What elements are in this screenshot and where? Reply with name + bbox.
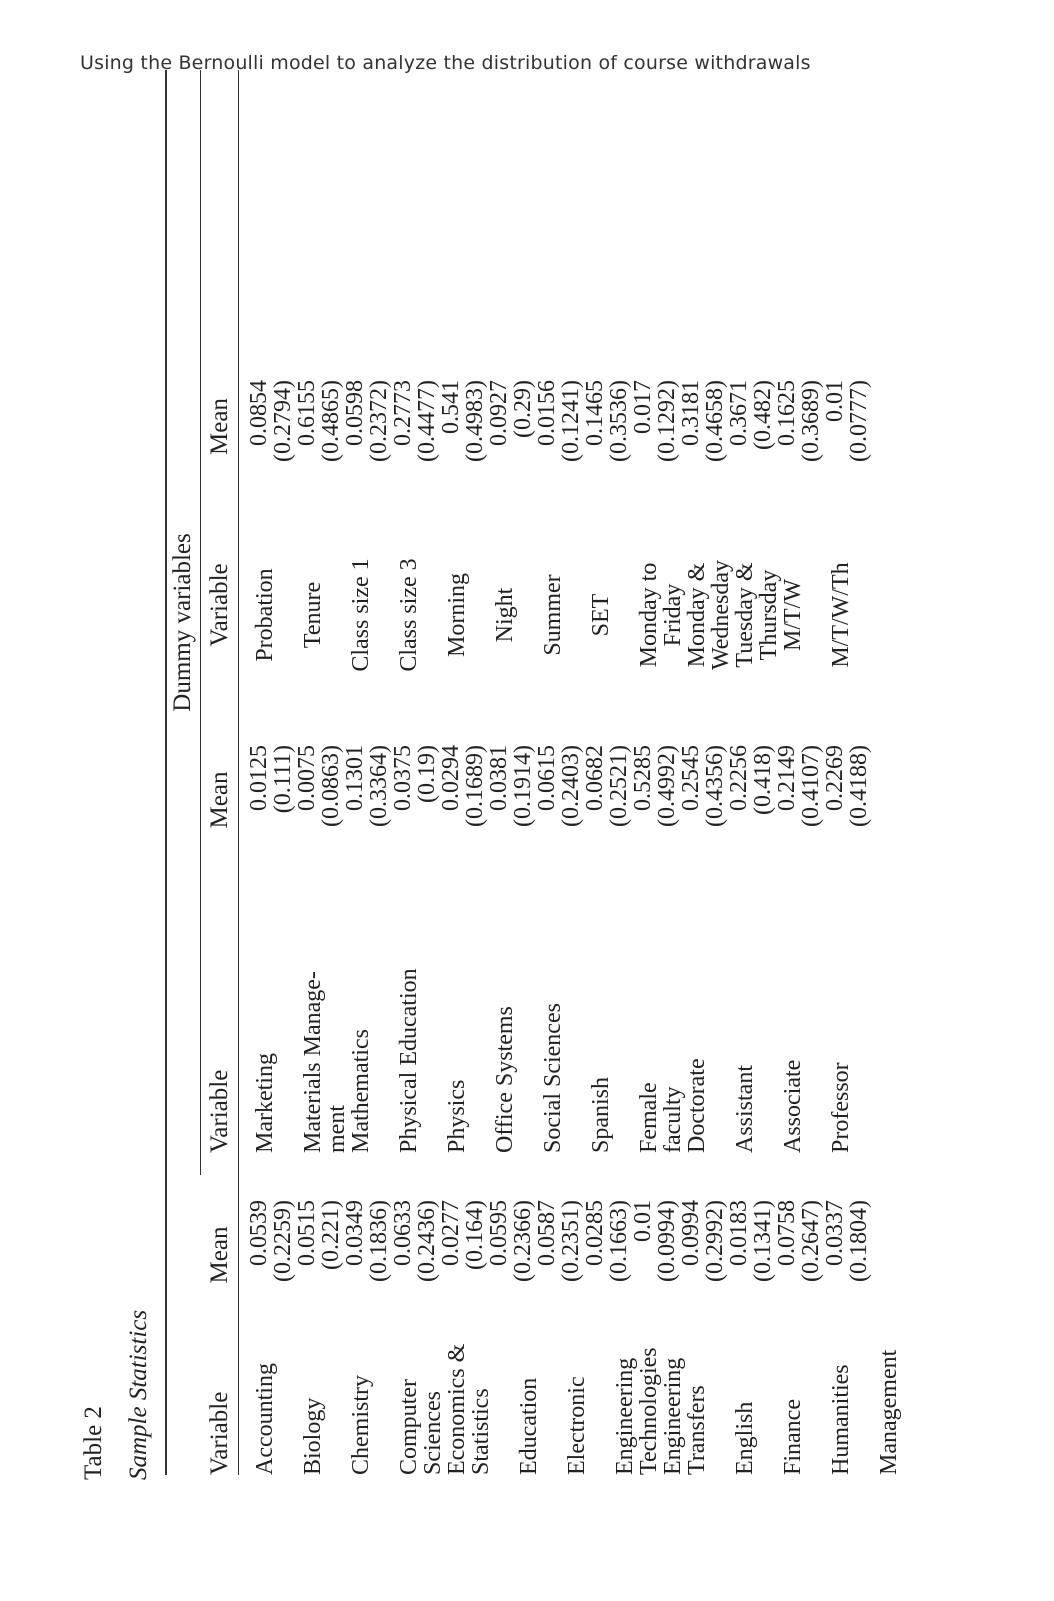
table-cell-variable: Materials Manage- xyxy=(300,971,326,1153)
table-cell-variable: Assistant xyxy=(732,1064,758,1153)
table-cell-mean: 0.0539 xyxy=(246,1200,272,1266)
table-cell-variable xyxy=(565,878,589,1153)
spanner-row xyxy=(167,70,201,1475)
header-variable-1: Variable xyxy=(205,1391,233,1475)
table-cell-mean: (0.1914) xyxy=(510,745,536,827)
table-cell-mean: 0.1301 xyxy=(342,745,368,811)
column-mean-3 xyxy=(247,380,871,500)
table-cell-mean: (0.221) xyxy=(318,1200,344,1270)
table-cell-variable xyxy=(853,878,877,1153)
header-mean-1: Mean xyxy=(205,1226,233,1284)
table-cell-variable xyxy=(565,515,589,715)
table-cell-mean: (0.2521) xyxy=(606,745,632,827)
table-cell-mean: (0.4477) xyxy=(414,380,440,462)
table-cell-mean: 0.0349 xyxy=(342,1200,368,1266)
table-cell-mean: 0.0927 xyxy=(486,380,512,446)
column-mean-2 xyxy=(247,745,871,880)
table-cell-variable: Engineering xyxy=(660,1357,686,1475)
table-cell-variable: Probation xyxy=(252,568,278,662)
table-cell-variable xyxy=(805,878,829,1153)
table-cell-mean: 0.0615 xyxy=(534,745,560,811)
table-cell-mean: 0.0285 xyxy=(582,1200,608,1266)
table-cell-variable: Monday & xyxy=(684,562,710,668)
table-cell-mean: (0.1663) xyxy=(606,1200,632,1282)
table-cell-variable: Biology xyxy=(300,1397,326,1475)
table-cell-mean: 0.1465 xyxy=(582,380,608,446)
table-cell-variable: Management xyxy=(876,1349,902,1475)
table-cell-variable: Social Sciences xyxy=(540,1003,566,1153)
table-cell-variable: Physics xyxy=(444,1079,470,1153)
table-cell-mean: 0.2545 xyxy=(678,745,704,811)
table-cell-variable: Education xyxy=(516,1377,542,1475)
table-cell-mean: 0.0515 xyxy=(294,1200,320,1266)
table-cell-mean: 0.0375 xyxy=(390,745,416,811)
table-cell-variable xyxy=(277,1335,301,1475)
table-cell-mean: (0.1341) xyxy=(750,1200,776,1282)
table-cell-variable: ment xyxy=(324,1105,350,1153)
table-cell-mean: (0.4983) xyxy=(462,380,488,462)
table-cell-variable xyxy=(757,1335,781,1475)
table-cell-variable: Spanish xyxy=(588,1076,614,1153)
header-row xyxy=(201,70,239,1475)
table-cell-variable xyxy=(325,515,349,715)
column-variable-1 xyxy=(253,1335,901,1475)
table-cell-variable: Morning xyxy=(444,573,470,657)
table-cell-variable xyxy=(517,878,541,1153)
table-cell-variable xyxy=(757,878,781,1153)
table-cell-variable xyxy=(277,878,301,1153)
table-cell-variable: Engineering xyxy=(612,1357,638,1475)
table-cell-variable: Technologies xyxy=(636,1347,662,1475)
table-cell-mean: 0.0183 xyxy=(726,1200,752,1266)
table-cell-mean: (0.418) xyxy=(750,745,776,815)
table-cell-variable xyxy=(469,515,493,715)
table-cell-mean: (0.4356) xyxy=(702,745,728,827)
table-cell-variable xyxy=(493,1335,517,1475)
table-cell-variable: Class size 1 xyxy=(348,558,374,672)
table-cell-mean: (0.3536) xyxy=(606,380,632,462)
table-cell-mean: (0.4865) xyxy=(318,380,344,462)
table-cell-variable: M/T/W/Th xyxy=(828,562,854,668)
table-cell-mean: (0.0994) xyxy=(654,1200,680,1282)
running-head: Using the Bernoulli model to analyze the distribution of course withdrawals xyxy=(80,52,811,74)
header-mean-2: Mean xyxy=(205,771,233,829)
table-cell-mean: 0.0075 xyxy=(294,745,320,811)
table-cell-mean: (0.2647) xyxy=(798,1200,824,1282)
table-cell-variable: English xyxy=(732,1401,758,1475)
table-cell-variable: Class size 3 xyxy=(396,558,422,672)
header-mean-3: Mean xyxy=(205,398,233,455)
table-cell-variable xyxy=(709,1335,733,1475)
table-cell-mean: 0.0337 xyxy=(822,1200,848,1266)
table-cell-mean: 0.0994 xyxy=(678,1200,704,1266)
table-cell-mean: 0.0381 xyxy=(486,745,512,811)
table-caption: Sample Statistics xyxy=(125,1309,152,1480)
table-cell-mean: (0.1689) xyxy=(462,745,488,827)
table-cell-mean: (0.111) xyxy=(270,745,296,814)
table-cell-mean: 0.0277 xyxy=(438,1200,464,1266)
table-cell-variable xyxy=(589,1335,613,1475)
table-cell-mean: 0.2269 xyxy=(822,745,848,811)
table-body xyxy=(239,70,1054,1475)
table-cell-mean: (0.164) xyxy=(462,1200,488,1270)
table-cell-variable xyxy=(421,878,445,1153)
table-cell-mean: 0.01 xyxy=(630,1200,656,1242)
table-cell-mean: (0.3689) xyxy=(798,380,824,462)
table-cell-mean: 0.1625 xyxy=(774,380,800,446)
table-cell-variable xyxy=(613,878,637,1153)
table-cell-mean: 0.017 xyxy=(630,380,656,434)
table-cell-mean: (0.1836) xyxy=(366,1200,392,1282)
spanner-label: Dummy variables xyxy=(169,533,196,712)
statistics-table xyxy=(165,70,1054,1475)
table-cell-mean: 0.0125 xyxy=(246,745,272,811)
table-cell-variable: Physical Education xyxy=(396,968,422,1153)
table-cell-mean: (0.1241) xyxy=(558,380,584,462)
table-cell-mean: (0.2366) xyxy=(510,1200,536,1282)
table-cell-mean: (0.2351) xyxy=(558,1200,584,1282)
table-cell-mean: (0.0863) xyxy=(318,745,344,827)
table-cell-mean: (0.2794) xyxy=(270,380,296,462)
table-cell-mean: (0.4992) xyxy=(654,745,680,827)
table-cell-variable: Doctorate xyxy=(684,1058,710,1153)
header-variable-3: Variable xyxy=(205,563,233,647)
table-cell-mean: (0.2403) xyxy=(558,745,584,827)
table-cell-variable xyxy=(373,1335,397,1475)
table-cell-variable: Friday xyxy=(660,583,686,647)
table-cell-mean: 0.541 xyxy=(438,380,464,434)
table-cell-variable: Summer xyxy=(540,574,566,656)
table-cell-mean: (0.4188) xyxy=(846,745,872,827)
table-cell-variable: Thursday xyxy=(756,569,782,661)
table-cell-mean: 0.6155 xyxy=(294,380,320,446)
table-cell-mean: 0.0682 xyxy=(582,745,608,811)
table-cell-mean: 0.0595 xyxy=(486,1200,512,1266)
table-cell-variable: Accounting xyxy=(252,1363,278,1475)
table-cell-mean: (0.2259) xyxy=(270,1200,296,1282)
table-cell-variable: Wednesday xyxy=(708,559,734,671)
table-cell-mean: (0.19) xyxy=(414,745,440,803)
table-cell-mean: (0.4658) xyxy=(702,380,728,462)
table-cell-variable: Female xyxy=(636,1082,662,1153)
table-cell-mean: 0.0854 xyxy=(246,380,272,446)
table-cell-variable xyxy=(469,878,493,1153)
table-cell-mean: (0.2992) xyxy=(702,1200,728,1282)
table-cell-mean: 0.2149 xyxy=(774,745,800,811)
table-cell-variable: Professor xyxy=(828,1062,854,1153)
table-cell-variable: Statistics xyxy=(468,1388,494,1475)
table-cell-variable xyxy=(709,878,733,1153)
table-cell-variable: Economics & xyxy=(444,1343,470,1475)
table-cell-mean: 0.3181 xyxy=(678,380,704,446)
table-cell-mean: 0.0156 xyxy=(534,380,560,446)
table-cell-mean: 0.0587 xyxy=(534,1200,560,1266)
table-cell-variable xyxy=(421,515,445,715)
table-cell-mean: 0.0633 xyxy=(390,1200,416,1266)
table-cell-mean: 0.3671 xyxy=(726,380,752,446)
table-cell-variable: Sciences xyxy=(420,1391,446,1475)
column-variable-3 xyxy=(253,515,877,715)
table-cell-variable: Transfers xyxy=(684,1385,710,1475)
table-cell-variable: Mathematics xyxy=(348,1029,374,1153)
table-cell-variable xyxy=(373,878,397,1153)
table-cell-variable: Tenure xyxy=(300,581,326,649)
table-cell-variable: Chemistry xyxy=(348,1375,374,1475)
table-cell-variable: Finance xyxy=(780,1399,806,1475)
table-cell-variable: M/T/W xyxy=(780,579,806,651)
column-mean-1 xyxy=(247,1200,871,1335)
table-cell-variable xyxy=(541,1335,565,1475)
table-cell-variable xyxy=(325,1335,349,1475)
table-cell-variable: Humanities xyxy=(828,1364,854,1475)
table-cell-variable: Marketing xyxy=(252,1053,278,1153)
table-cell-variable: Office Systems xyxy=(492,1006,518,1153)
table-cell-variable xyxy=(373,515,397,715)
table-cell-mean: (0.0777) xyxy=(846,380,872,462)
table-cell-variable xyxy=(805,1335,829,1475)
table-cell-variable: Computer xyxy=(396,1379,422,1475)
table-cell-mean: 0.0294 xyxy=(438,745,464,811)
table-cell-mean: (0.2436) xyxy=(414,1200,440,1282)
table-cell-variable xyxy=(517,515,541,715)
table-cell-variable: Electronic xyxy=(564,1376,590,1475)
table-cell-mean: 0.5285 xyxy=(630,745,656,811)
table-cell-variable xyxy=(805,515,829,715)
spanner-rule xyxy=(200,70,201,1175)
header-variable-2: Variable xyxy=(205,1069,233,1153)
table-cell-mean: 0.2773 xyxy=(390,380,416,446)
table-cell-mean: 0.2256 xyxy=(726,745,752,811)
table-cell-variable: Monday to xyxy=(636,562,662,668)
table-cell-mean: 0.0758 xyxy=(774,1200,800,1266)
table-cell-variable: SET xyxy=(588,593,614,637)
table-cell-variable xyxy=(277,515,301,715)
table-cell-variable: Night xyxy=(492,587,518,643)
table-cell-mean: 0.0598 xyxy=(342,380,368,446)
table-cell-mean: (0.482) xyxy=(750,380,776,450)
table-cell-variable: Tuesday & xyxy=(732,562,758,668)
column-variable-2 xyxy=(253,878,877,1153)
table-cell-mean: 0.01 xyxy=(822,380,848,422)
table-cell-mean: (0.2372) xyxy=(366,380,392,462)
table-cell-mean: (0.29) xyxy=(510,380,536,438)
table-cell-mean: (0.1804) xyxy=(846,1200,872,1282)
table-label: Table 2 xyxy=(80,1406,107,1480)
table-cell-variable xyxy=(853,515,877,715)
table-cell-variable xyxy=(613,515,637,715)
table-cell-mean: (0.4107) xyxy=(798,745,824,827)
table-cell-mean: (0.3364) xyxy=(366,745,392,827)
table-cell-variable: faculty xyxy=(660,1086,686,1153)
table-cell-variable: Associate xyxy=(780,1059,806,1153)
table-cell-variable xyxy=(853,1335,877,1475)
table-cell-mean: (0.1292) xyxy=(654,380,680,462)
